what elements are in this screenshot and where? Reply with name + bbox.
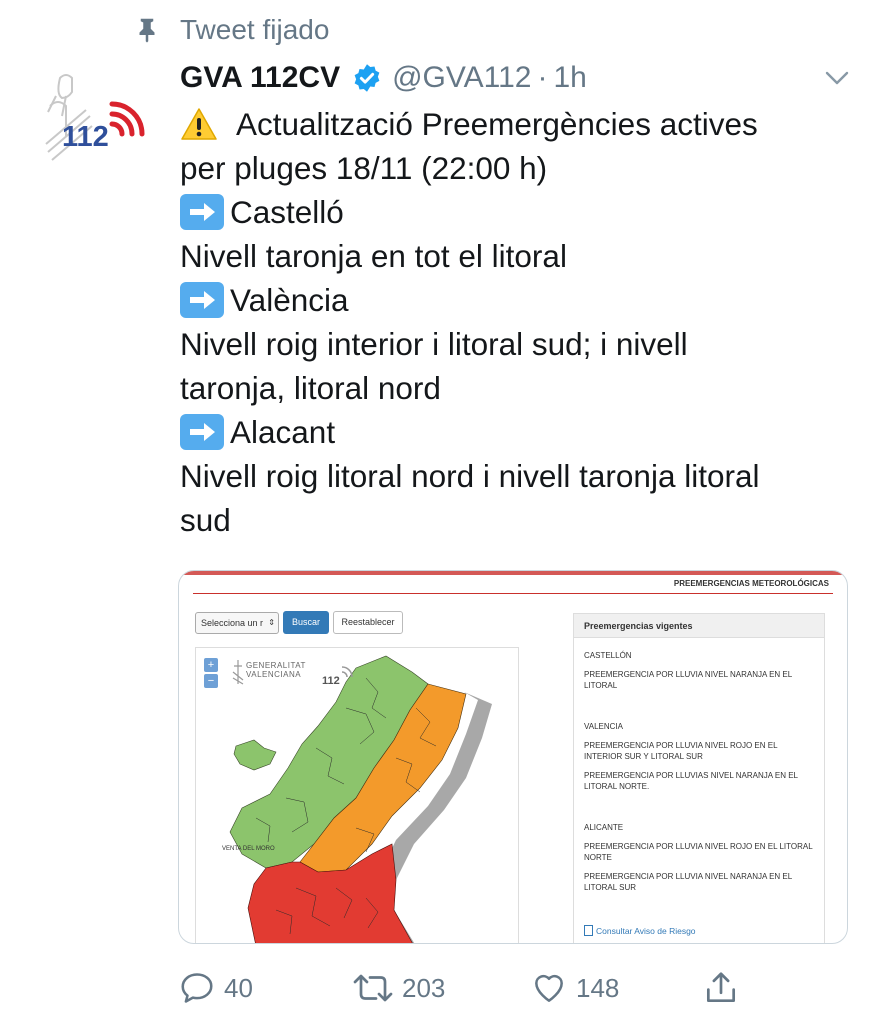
generalitat-line1: GENERALITAT <box>246 661 306 670</box>
avatar-112: 112 <box>62 121 109 153</box>
retweet-count: 203 <box>402 972 446 1003</box>
tweet-line-text: per pluges 18/11 (22:00 h) <box>180 150 548 186</box>
region-select-value: Selecciona un r <box>201 618 264 628</box>
reply-button[interactable] <box>178 966 253 1010</box>
alert-item: PREEMERGENCIA POR LLUVIA NIVEL NARANJA EN EL LITORAL SUR <box>584 872 792 892</box>
tweet-line <box>180 366 850 410</box>
tweet-line-text: Nivell taronja en tot el litoral <box>180 238 567 274</box>
zoom-in-button[interactable]: + <box>204 658 218 672</box>
avatar-signal-icon <box>112 104 142 134</box>
alert-item: PREEMERGENCIA POR LLUVIA NIVEL NARANJA EN EL LITORAL <box>584 670 792 690</box>
search-button[interactable]: Buscar <box>283 611 329 634</box>
tweet-line-text: taronja, litoral nord <box>180 370 441 406</box>
pinned-label-row <box>132 10 329 50</box>
tweet-line <box>180 278 850 322</box>
tweet-actions <box>178 966 758 1010</box>
tweet-line-text: Alacant <box>230 414 336 450</box>
risk-notice-link-text: Consultar Aviso de Riesgo <box>596 925 696 936</box>
tweet-line-text: Castelló <box>230 194 344 230</box>
tweet-line-text: Actualització Preemergències actives <box>236 106 758 142</box>
reset-button[interactable]: Reestablecer <box>333 611 403 634</box>
media-divider <box>193 593 833 594</box>
risk-notice-link[interactable] <box>584 925 696 936</box>
arrow-right-icon <box>180 414 224 450</box>
timestamp[interactable]: 1h <box>553 61 587 94</box>
like-count: 148 <box>576 972 620 1003</box>
town-label: VENTA DEL MORO <box>222 846 275 852</box>
media-top-border <box>179 571 847 575</box>
province-name: ALICANTE <box>584 823 624 832</box>
preemergency-panel <box>573 613 825 944</box>
tweet-line <box>180 498 850 542</box>
pin-icon <box>132 15 162 45</box>
tweet-header <box>180 56 587 100</box>
panel-heading: Preemergencias vigentes <box>574 614 824 638</box>
tweet-line <box>180 410 850 454</box>
avatar[interactable] <box>36 66 148 178</box>
share-icon <box>702 969 740 1007</box>
select-arrows-icon: ⇕ <box>268 618 275 627</box>
tweet-line <box>180 102 850 146</box>
retweet-icon <box>352 969 394 1007</box>
mini-112-text: 112 <box>322 675 340 687</box>
like-button[interactable] <box>530 966 619 1010</box>
province-name: CASTELLÓN <box>584 651 632 660</box>
zoom-out-button[interactable]: − <box>204 674 218 688</box>
warning-icon <box>180 107 218 141</box>
mini-112-logo <box>320 660 354 690</box>
pdf-icon <box>584 925 593 936</box>
arrow-right-icon <box>180 194 224 230</box>
generalitat-logo-icon <box>232 658 244 686</box>
map-frame[interactable] <box>195 647 519 944</box>
arrow-right-icon <box>180 282 224 318</box>
tweet-line <box>180 322 850 366</box>
tweet-line-text: Nivell roig interior i litoral sud; i nivell <box>180 326 688 362</box>
alert-item: PREEMERGENCIA POR LLUVIA NIVEL ROJO EN EL INTERIOR SUR Y LITORAL SUR <box>584 741 778 761</box>
share-button[interactable] <box>702 966 748 1010</box>
tweet-line-text: València <box>230 282 349 318</box>
handle[interactable]: @GVA112 <box>392 61 532 94</box>
tweet-line-text: sud <box>180 502 231 538</box>
generalitat-line2: VALENCIANA <box>246 670 302 679</box>
reply-icon <box>178 969 216 1007</box>
alert-item: PREEMERGENCIA POR LLUVIAS NIVEL NARANJA EN EL LITORAL NORTE. <box>584 771 798 791</box>
retweet-button[interactable] <box>352 966 445 1010</box>
verified-icon <box>352 63 382 93</box>
alert-item: PREEMERGENCIA POR LLUVIA NIVEL ROJO EN EL LITORAL NORTE <box>584 842 813 862</box>
generalitat-logo-text <box>246 661 306 679</box>
tweet-line-text: Nivell roig litoral nord i nivell taronja litoral <box>180 458 760 494</box>
tweet-text <box>180 102 850 542</box>
heart-icon <box>530 969 568 1007</box>
meta-separator: · <box>537 61 548 94</box>
tweet-line <box>180 146 850 190</box>
map-region-green-isolated <box>234 740 276 770</box>
region-map[interactable] <box>196 648 519 944</box>
panel-body <box>574 638 824 907</box>
chevron-down-icon[interactable] <box>824 68 850 88</box>
tweet-media-image[interactable] <box>178 570 848 944</box>
tweet-line <box>180 190 850 234</box>
province-name: VALENCIA <box>584 722 623 731</box>
display-name[interactable]: GVA 112CV <box>180 61 341 94</box>
reply-count: 40 <box>224 972 253 1003</box>
pinned-label: Tweet fijado <box>180 14 330 45</box>
tweet-line <box>180 454 850 498</box>
media-page-title: PREEMERGENCIAS METEOROLÓGICAS <box>673 579 829 588</box>
region-select[interactable] <box>195 612 279 634</box>
tweet-line <box>180 234 850 278</box>
